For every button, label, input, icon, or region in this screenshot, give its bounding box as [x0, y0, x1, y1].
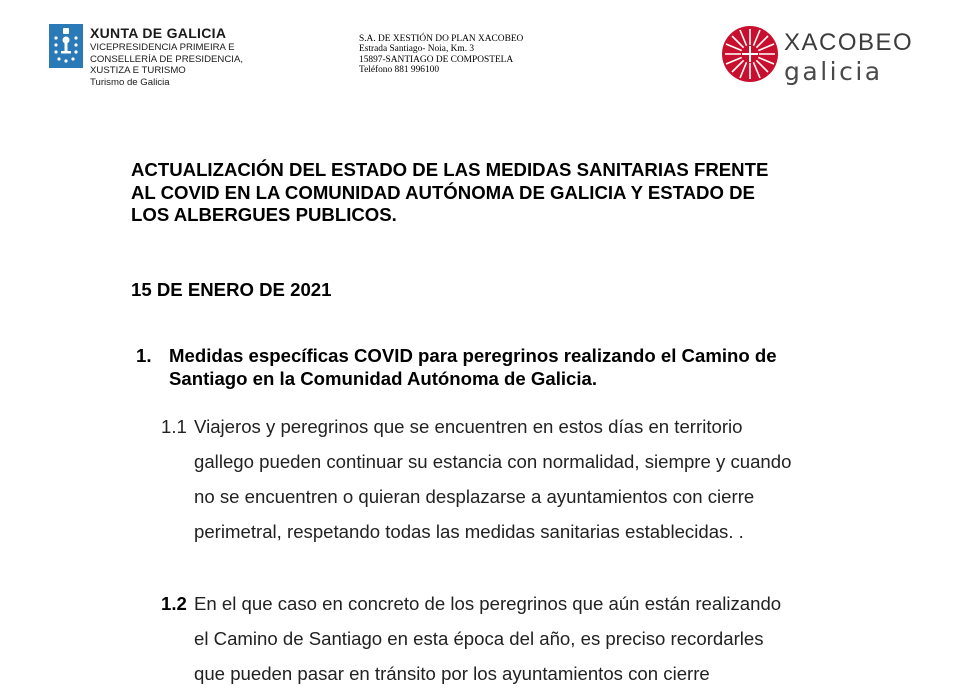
section-heading-text: [169, 345, 849, 390]
xacobeo-logo: [720, 24, 920, 104]
sa-line: 15897-SANTIAGO DE COMPOSTELA: [359, 54, 514, 65]
item-line: que pueden pasar en tránsito por los ayuntamientos con cierre: [194, 663, 710, 684]
title-line: AL COVID EN LA COMUNIDAD AUTÓNOMA DE GALICIA Y ESTADO DE: [131, 181, 755, 203]
item-line: no se encuentren o quieran desplazarse a ayuntamientos con cierre: [194, 486, 755, 507]
xunta-line: CONSELLERÍA DE PRESIDENCIA,: [90, 53, 244, 65]
xunta-line: VICEPRESIDENCIA PRIMEIRA E: [90, 42, 235, 53]
xunta-text-block: [90, 24, 290, 88]
galicia-wordmark: galicia: [784, 57, 883, 86]
xunta-emblem-icon: [49, 24, 83, 68]
heading-line: Medidas específicas COVID para peregrinos realizando el Camino de: [169, 345, 777, 366]
xacobeo-emblem-icon: [720, 24, 780, 84]
xunta-title: XUNTA DE GALICIA: [90, 25, 227, 41]
item-text: [194, 409, 791, 549]
sa-line: S.A. DE XESTIÓN DO PLAN XACOBEO: [359, 34, 524, 44]
heading-line: Santiago en la Comunidad Autónoma de Galicia.: [169, 367, 598, 389]
document-title: [131, 159, 851, 227]
section-number: 1.: [136, 345, 152, 366]
xacobeo-wordmark: XACOBEO: [784, 29, 914, 56]
sa-line: Teléfono 881 996100: [359, 64, 440, 75]
sa-address-block: [359, 34, 523, 75]
item-line: perimetral, respetando todas las medidas sanitarias establecidas. .: [194, 521, 744, 542]
item-line: En el que caso en concreto de los peregrinos que aún están realizando: [194, 593, 782, 614]
item-number: 1.1: [161, 416, 187, 437]
item-line: Viajeros y peregrinos que se encuentren en estos días en territorio: [194, 416, 743, 437]
item-line: el Camino de Santiago en esta época del año, es preciso recordarles: [194, 628, 764, 649]
xunta-line: Turismo de Galicia: [90, 76, 170, 88]
sa-line: Estrada Santiago- Noia, Km. 3: [359, 44, 475, 55]
item-number: 1.2: [161, 593, 187, 614]
xunta-line: XUSTIZA E TURISMO: [90, 65, 186, 76]
title-line: LOS ALBERGUES PUBLICOS.: [131, 204, 397, 225]
item-text: [194, 586, 781, 691]
title-line: ACTUALIZACIÓN DEL ESTADO DE LAS MEDIDAS SANITARIAS FRENTE: [131, 159, 769, 180]
item-line: gallego pueden continuar su estancia con normalidad, siempre y cuando: [194, 451, 792, 472]
document-date: 15 DE ENERO DE 2021: [131, 279, 332, 300]
